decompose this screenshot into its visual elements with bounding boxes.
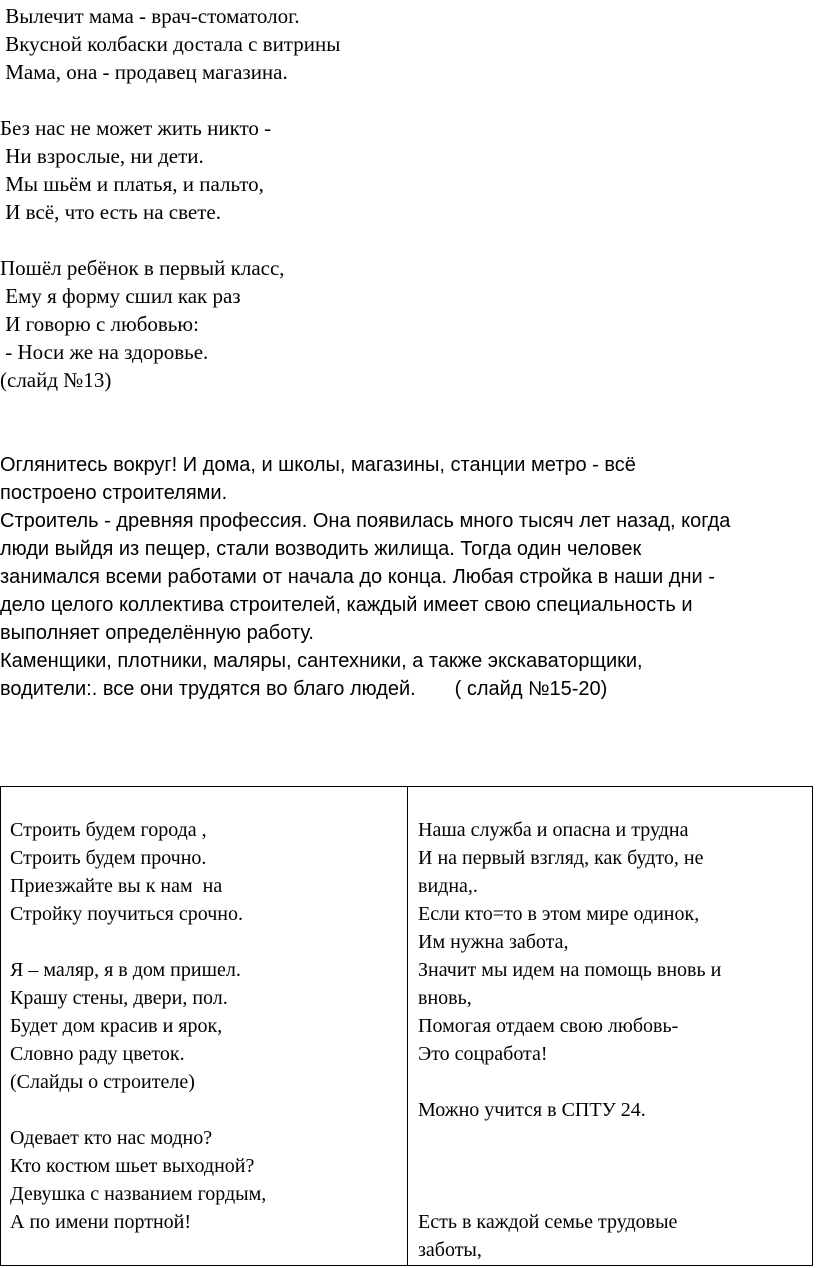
cell-line: Крашу стены, двери, пол. — [10, 987, 228, 1009]
prose-line: Оглянитесь вокруг! И дома, и школы, магазины, станции метро - всё — [0, 454, 636, 476]
poem-line: Ни взрослые, ни дети. — [0, 144, 204, 168]
prose-line: дело целого коллектива строителей, каждый имеет свою специальность и — [0, 594, 693, 616]
slide-reference: (Слайды о строителе) — [10, 1071, 195, 1093]
poem-line: Мама, она - продавец магазина. — [0, 60, 288, 84]
cell-line: Я – маляр, я в дом пришел. — [10, 959, 241, 981]
cell-line: Есть в каждой семье трудовые — [418, 1211, 678, 1233]
cell-line: Строить будем прочно. — [10, 847, 207, 869]
column-divider — [407, 787, 408, 1265]
prose-line: водители:. все они трудятся во благо людей. ( слайд №15-20) — [0, 678, 608, 700]
cell-line: А по имени портной! — [10, 1211, 192, 1233]
cell-line: вновь, — [418, 987, 472, 1009]
cell-line: Кто костюм шьет выходной? — [10, 1155, 255, 1177]
slide-reference: (слайд №13) — [0, 368, 112, 392]
cell-line: Будет дом красив и ярок, — [10, 1015, 223, 1037]
prose-line: построено строителями. — [0, 482, 228, 504]
cell-line: заботы, — [418, 1239, 482, 1261]
prose-line: люди выйдя из пещер, стали возводить жилища. Тогда один человек — [0, 538, 642, 560]
cell-line: Можно учится в СПТУ 24. — [418, 1099, 646, 1121]
prose-line: занимался всеми работами от начала до конца. Любая стройка в наши дни - — [0, 566, 715, 588]
poem-line: Ему я форму сшил как раз — [0, 284, 241, 308]
cell-line: Значит мы идем на помощь вновь и — [418, 959, 722, 981]
poem-line: Мы шьём и платья, и пальто, — [0, 172, 264, 196]
poem-line: И говорю с любовью: — [0, 312, 199, 336]
cell-line: И на первый взгляд, как будто, не — [418, 847, 704, 869]
prose-line: Строитель - древняя профессия. Она появилась много тысяч лет назад, когда — [0, 510, 731, 532]
cell-line: Им нужна забота, — [418, 931, 569, 953]
cell-line: Помогая отдаем свою любовь- — [418, 1015, 679, 1037]
prose-line: Каменщики, плотники, маляры, сантехники, а также экскаваторщики, — [0, 650, 643, 672]
cell-line: Девушка с названием гордым, — [10, 1183, 267, 1205]
cell-line: Словно раду цветок. — [10, 1043, 185, 1065]
poem-line: Вылечит мама - врач-стоматолог. — [0, 4, 300, 28]
cell-line: Наша служба и опасна и трудна — [418, 819, 689, 841]
poem-line: Вкусной колбаски достала с витрины — [0, 32, 341, 56]
poem-line: И всё, что есть на свете. — [0, 200, 221, 224]
poem-table — [0, 786, 813, 1266]
cell-line: Одевает кто нас модно? — [10, 1127, 213, 1149]
poem-line: - Носи же на здоровье. — [0, 340, 209, 364]
cell-line: Это соцработа! — [418, 1043, 548, 1065]
prose-line: выполняет определённую работу. — [0, 622, 314, 644]
cell-line: видна,. — [418, 875, 478, 897]
poem-line: Пошёл ребёнок в первый класс, — [0, 256, 285, 280]
poem-line: Без нас не может жить никто - — [0, 116, 272, 140]
cell-line: Приезжайте вы к нам на — [10, 875, 223, 897]
cell-line: Строить будем города , — [10, 819, 207, 841]
cell-line: Стройку поучиться срочно. — [10, 903, 243, 925]
cell-line: Если кто=то в этом мире одинок, — [418, 903, 700, 925]
